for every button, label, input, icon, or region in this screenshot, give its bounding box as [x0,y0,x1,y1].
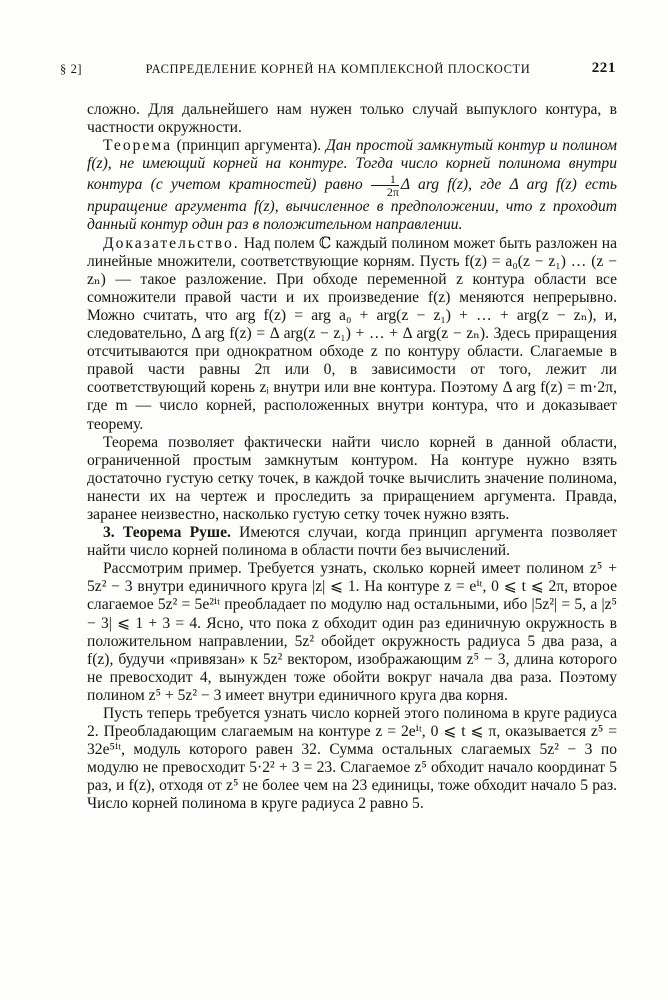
paragraph-7: Пусть теперь требуется узнать число корней этого полинома в круге радиуса 2. Преобладающим слагаемым на контуре z = 2eⁱᵗ, 0 ⩽ t ⩽ π, оказывается z⁵ = 32e⁵ⁱᵗ, модуль которого равен 32. Сумма остальных слагаемых 5z² − 3 по модулю не превосходит 5·2² + 3 = 23. Слагаемое z⁵ обходит начало координат 5 раз, и f(z), отходя от z⁵ не более чем на 23 единицы, тоже обходит начало 5 раз. Число корней полинома в круге радиуса 2 равно 5. [87,705,617,813]
page-number: 221 [591,60,616,76]
paragraph-1: сложно. Для дальнейшего нам нужен только случай выпуклого контура, в частности окружности. [87,101,617,137]
proof-label: Доказательство. [103,234,240,252]
rouche-text: Имеются случаи, когда принцип аргумента позволяет найти число корней полинома в области почти без вычислений. [87,524,617,560]
proof-paragraph [87,235,617,434]
paragraph-4: Теорема позволяет фактически найти число корней в данной области, ограниченной простым замкнутым контуром. На контуре нужно взять достаточно густую сетку точек, в каждой точке вычислить значение полинома, нанести их на чертеж и проследить за приращением аргумента. Правда, заранее неизвестно, насколько густую сетку точек нужно взять. [87,433,617,523]
running-title: РАСПРЕДЕЛЕНИЕ КОРНЕЙ НА КОМПЛЕКСНОЙ ПЛОСКОСТИ [145,62,531,76]
rouche-theorem-paragraph [87,524,617,560]
running-header [60,60,616,82]
theorem-statement-part1: Дан простой замкнутый контур и полином f(z), не имеющий корней на контуре. Тогда число корней полинома внутри контура (с учетом кратностей) равно [87,137,617,194]
theorem-argument-principle [87,137,617,234]
section-mark: § 2] [60,62,83,76]
proof-text: Над полем ℂ каждый полином может быть разложен на линейные множители, соответствующие корням. Пусть f(z) = a₀(z − z₁) … (z − zₙ) — такое разложение. При обходе переменной z контура области все сомножители правой части и их произведение f(z) меняются непрерывно. Можно считать, что arg f(z) = arg a₀ + arg(z − z₁) + … + arg(z − zₙ), и, следовательно, Δ arg f(z) = Δ arg(z − z₁) + … + Δ arg(z − zₙ). Здесь приращения отсчитываются при однократном обходе z по контуру области. Слагаемые в правой части равны 2π или 0, в зависимости от того, лежит ли соответствующий корень zᵢ внутри или вне контура. Поэтому Δ arg f(z) = m·2π, где m — число корней, расположенных внутри контура, что и доказывает теорему. [87,234,617,433]
theorem-statement-part2: Δ arg f(z), где Δ arg f(z) есть приращение аргумента f(z), вычисленное в предположении, что z проходит данный контур один раз в положительном направлении. [87,176,617,234]
fraction-numerator: 1 [371,173,399,186]
rouche-heading: 3. Теорема Руше. [103,524,231,542]
page-body [87,101,617,814]
fraction-denominator: 2π [386,185,399,200]
theorem-label: Теорема [103,137,173,155]
example-paragraph: Рассмотрим пример. Требуется узнать, сколько корней имеет полином z⁵ + 5z² − 3 внутри единичного круга |z| ⩽ 1. На контуре z = eⁱᵗ, 0 ⩽ t ⩽ 2π, второе слагаемое 5z² = 5e²ⁱᵗ преобладает по модулю над остальными, ибо |5z²| = 5, а |z⁵ − 3| ⩽ 1 + 3 = 4. Ясно, что пока z обходит один раз единичную окружность в положительном направлении, 5z² обойдет окружность радиуса 5 два раза, а f(z), будучи «привязан» к 5z² вектором, изображающим z⁵ − 3, длина которого не превосходит 4, вынужден тоже обойти вокруг начала два раза. Поэтому полином z⁵ + 5z² − 3 имеет внутри единичного круга два корня. [87,560,617,704]
theorem-name: (принцип аргумента). [172,137,326,155]
fraction-1-over-2pi [371,173,399,198]
